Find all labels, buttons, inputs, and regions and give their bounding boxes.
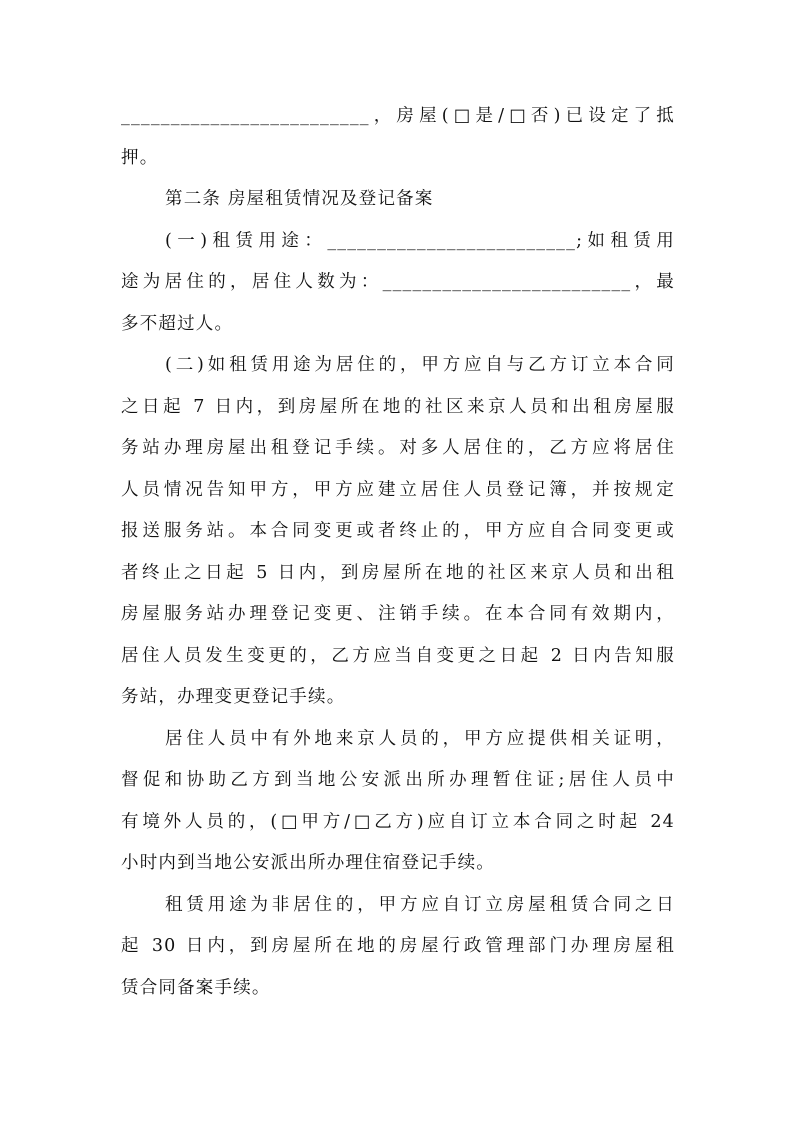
text-line: (一)租赁用途：_________________________;如租赁用 [165, 230, 675, 251]
text-line: 报送服务站。本合同变更或者终止的，甲方应自合同变更或 [121, 521, 675, 541]
text-line: 途为居住的，居住人数为：_________________________，最 [121, 272, 675, 292]
text-line: 督促和协助乙方到当地公安派出所办理暂住证;居住人员中 [121, 770, 675, 790]
text-line: 押。 [121, 147, 159, 168]
text-line: 务站办理房屋出租登记手续。对多人居住的，乙方应将居住 [121, 438, 675, 458]
text-line: 居住人员中有外地来京人员的，甲方应提供相关证明， [165, 728, 675, 749]
text-line: 起 30 日内，到房屋所在地的房屋行政管理部门办理房屋租 [121, 936, 675, 956]
contract-text [121, 96, 675, 1009]
text-line: 者终止之日起 5 日内，到房屋所在地的社区来京人员和出租 [121, 562, 675, 583]
text-line: 小时内到当地公安派出所办理住宿登记手续。 [121, 853, 495, 873]
text-line: 多不超过人。 [121, 313, 234, 334]
text-line: 之日起 7 日内，到房屋所在地的社区来京人员和出租房屋服 [121, 396, 675, 417]
text-line: 居住人员发生变更的，乙方应当自变更之日起 2 日内告知服 [121, 645, 675, 666]
text-line: _________________________，房屋(□是/□否)已设定了抵 [121, 106, 675, 126]
text-line: (二)如租赁用途为居住的，甲方应自与乙方订立本合同 [165, 355, 675, 375]
text-line: 务站，办理变更登记手续。 [121, 687, 346, 707]
text-line: 有境外人员的，(□甲方/□乙方)应自订立本合同之时起 24 [121, 811, 675, 832]
text-line: 人员情况告知甲方，甲方应建立居住人员登记簿，并按规定 [121, 479, 675, 500]
section-heading: 第二条 房屋租赁情况及登记备案 [165, 189, 434, 209]
text-line: 房屋服务站办理登记变更、注销手续。在本合同有效期内， [121, 604, 675, 624]
text-line: 赁合同备案手续。 [121, 977, 271, 998]
text-line: 租赁用途为非居住的，甲方应自订立房屋租赁合同之日 [165, 894, 675, 915]
